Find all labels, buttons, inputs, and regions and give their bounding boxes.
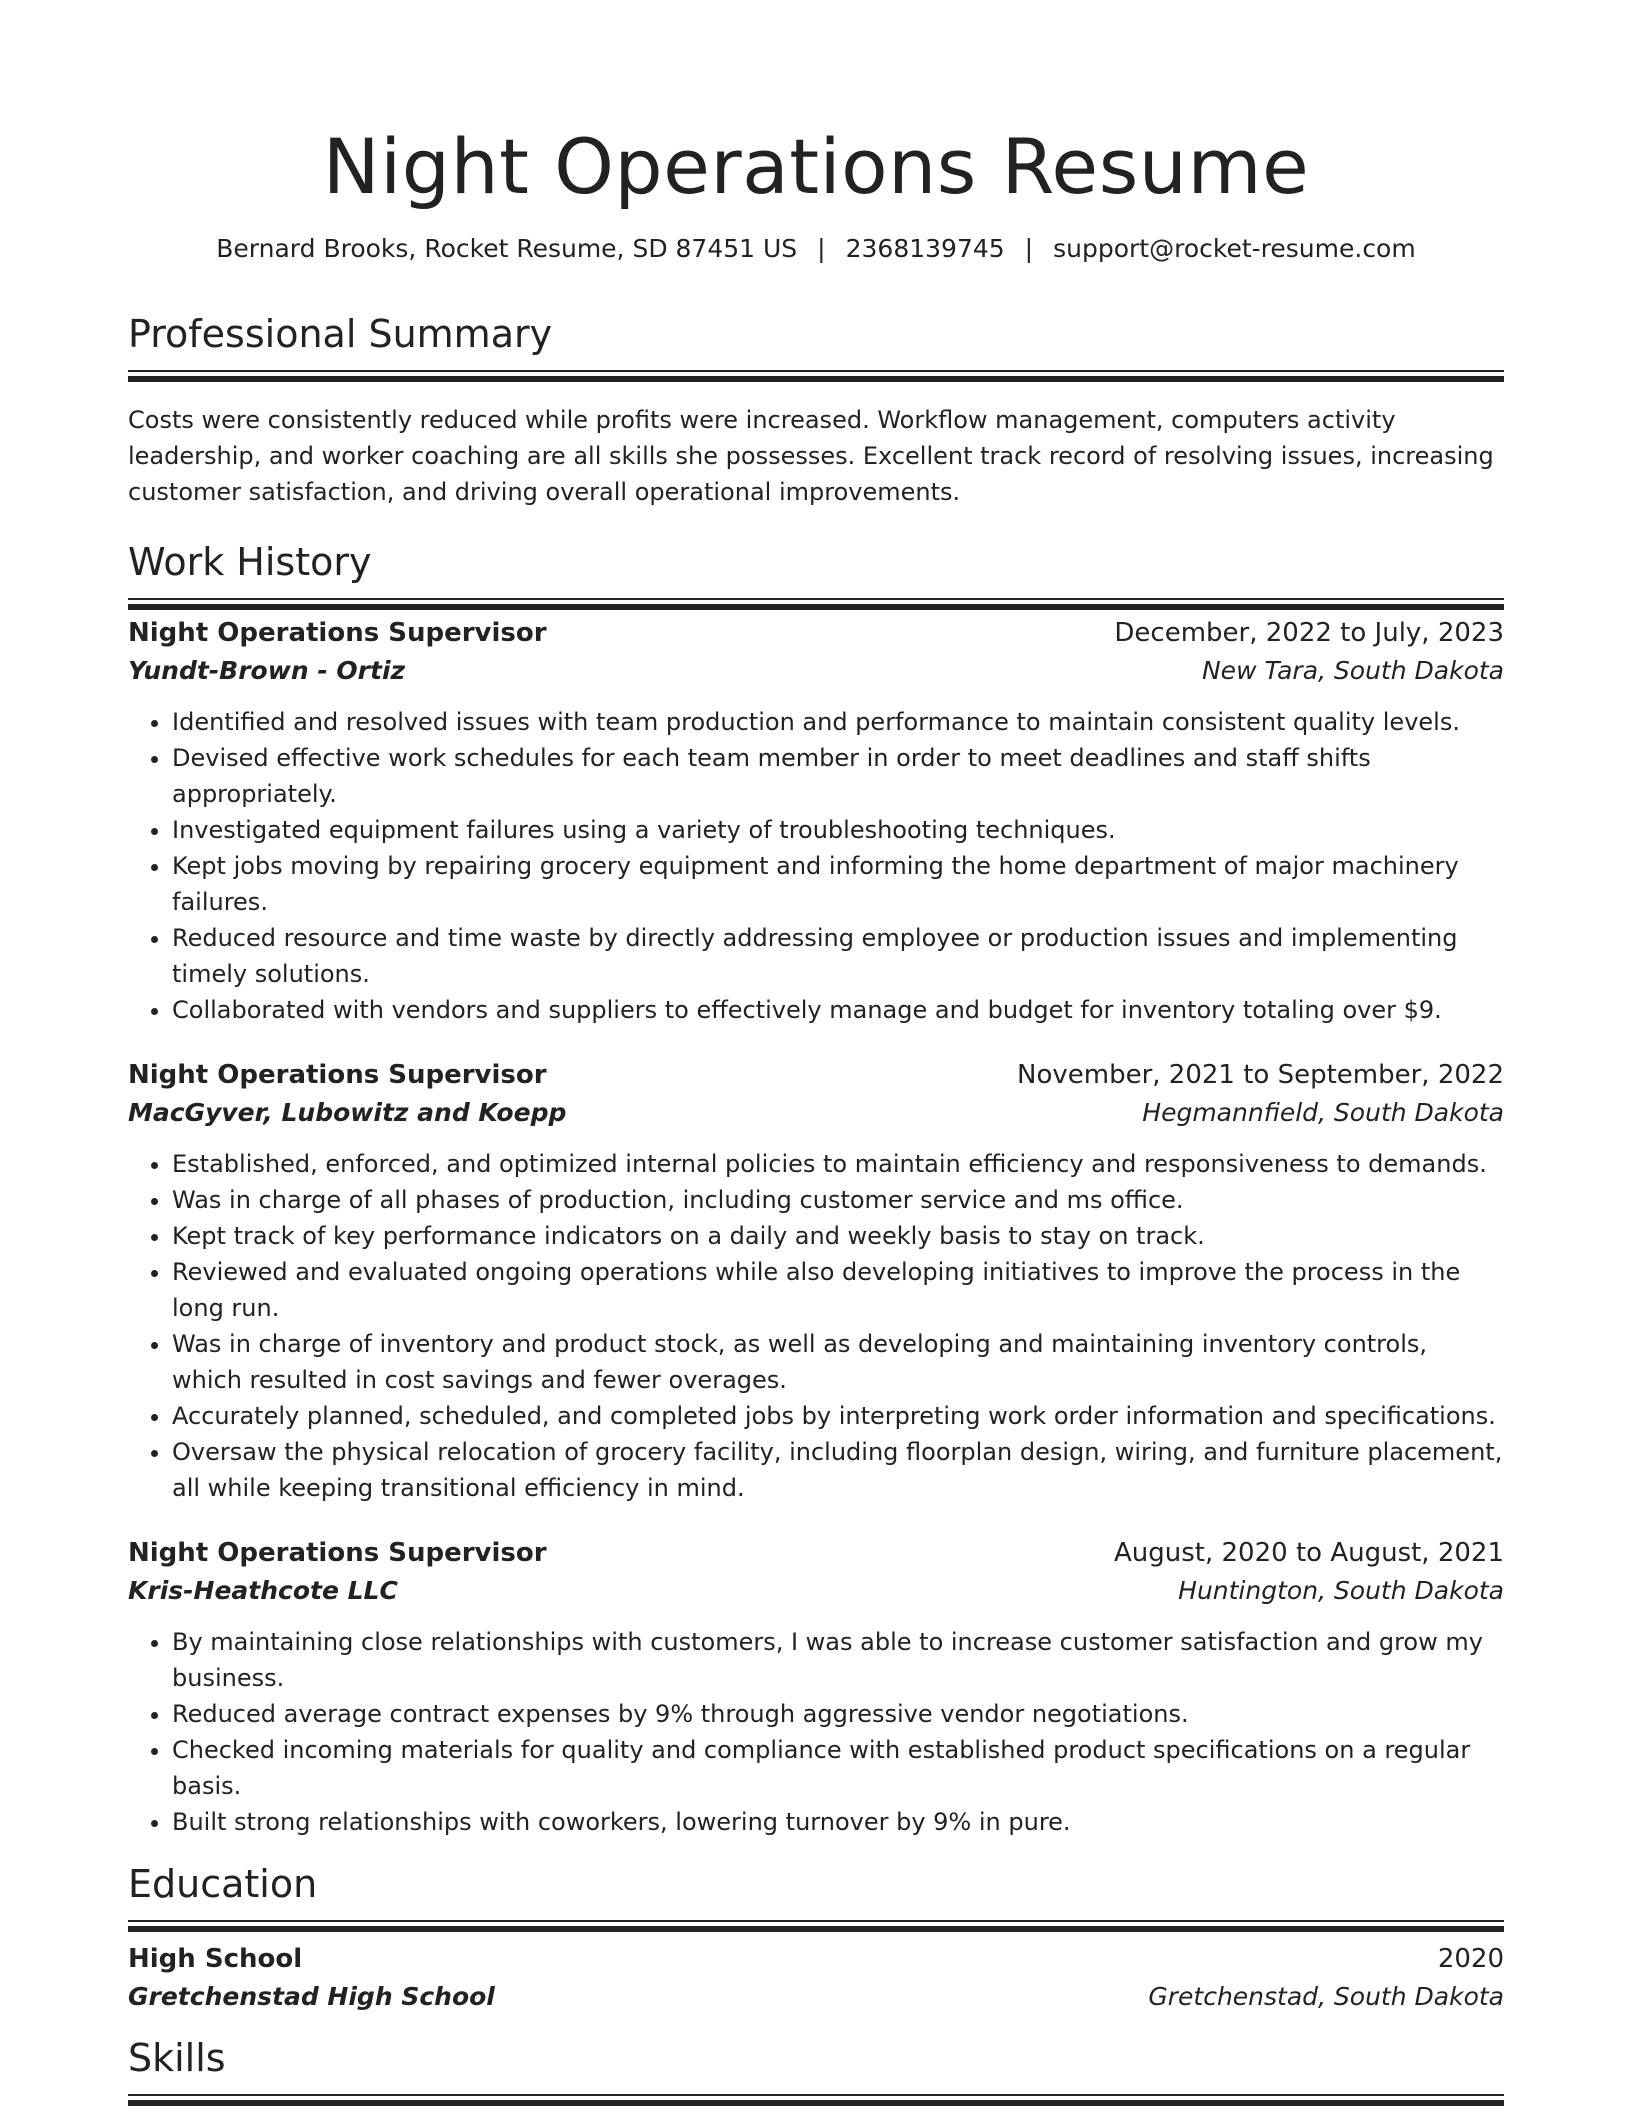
job-bullet: • Reviewed and evaluated ongoing operations while also developing initiatives to improve the process in the long run. — [172, 1254, 1504, 1326]
contact-address: Bernard Brooks, Rocket Resume, SD 87451 US — [216, 234, 798, 263]
education-section — [128, 1860, 1504, 2016]
job-bullet: • Kept track of key performance indicators on a daily and weekly basis to stay on track. — [172, 1218, 1504, 1254]
job-bullet: • Collaborated with vendors and suppliers to effectively manage and budget for inventory totaling over $9. — [172, 992, 1504, 1028]
job-company: MacGyver, Lubowitz and Koepp — [128, 1098, 567, 1127]
job-title: Night Operations Supervisor — [128, 618, 547, 648]
resume-title: Night Operations Resume — [322, 122, 1310, 211]
work-history-heading: Work History — [128, 540, 372, 584]
job-bullet: • Oversaw the physical relocation of grocery facility, including floorplan design, wiring, and furniture placement, all while keeping transitional efficiency in mind. — [172, 1434, 1504, 1506]
education-degree: High School — [128, 1944, 303, 1974]
education-header-row — [128, 1940, 1504, 1978]
contact-line — [128, 232, 1504, 266]
education-heading: Education — [128, 1862, 318, 1906]
contact-email[interactable]: support@rocket-resume.com — [1053, 234, 1416, 263]
job-entry — [128, 614, 1504, 1028]
education-entry — [128, 1940, 1504, 2016]
job-location: New Tara, South Dakota — [1201, 656, 1504, 685]
job-bullet: • By maintaining close relationships with customers, I was able to increase customer satisfaction and grow my business. — [172, 1624, 1504, 1696]
job-entry — [128, 1056, 1504, 1506]
section-divider — [128, 1920, 1504, 1922]
job-bullet: • Built strong relationships with coworkers, lowering turnover by 9% in pure. — [172, 1804, 1504, 1840]
job-bullet: • Reduced resource and time waste by directly addressing employee or production issues and implementing timely solutions. — [172, 920, 1504, 992]
job-company-row — [128, 1094, 1504, 1132]
section-divider — [128, 370, 1504, 372]
job-dates: November, 2021 to September, 2022 — [1017, 1060, 1504, 1090]
job-location: Huntington, South Dakota — [1178, 1576, 1504, 1605]
contact-separator: | — [1024, 234, 1034, 263]
education-location: Gretchenstad, South Dakota — [1148, 1982, 1504, 2011]
job-company: Kris-Heathcote LLC — [128, 1576, 398, 1605]
job-bullet-list — [128, 1624, 1504, 1840]
work-history-section — [128, 538, 1504, 1840]
job-bullet: • Kept jobs moving by repairing grocery equipment and informing the home department of major machinery failures. — [172, 848, 1504, 920]
education-school: Gretchenstad High School — [128, 1982, 495, 2011]
job-bullet-list — [128, 1146, 1504, 1506]
job-entry — [128, 1534, 1504, 1840]
job-bullet: • Established, enforced, and optimized internal policies to maintain efficiency and responsiveness to demands. — [172, 1146, 1504, 1182]
job-bullet: • Checked incoming materials for quality and compliance with established product specifications on a regular basis. — [172, 1732, 1504, 1804]
job-bullet-list — [128, 704, 1504, 1028]
job-company-row — [128, 1572, 1504, 1610]
job-bullet: • Was in charge of all phases of production, including customer service and ms office. — [172, 1182, 1504, 1218]
summary-text: Costs were consistently reduced while profits were increased. Workflow management, computers activity leadership, and worker coaching are all skills she possesses. Excellent track record of resolving issues, increasing customer satisfaction, and driving overall operational improvements. — [128, 406, 1494, 506]
job-header-row — [128, 614, 1504, 652]
job-bullet: • Accurately planned, scheduled, and completed jobs by interpreting work order information and specifications. — [172, 1398, 1504, 1434]
job-header-row — [128, 1534, 1504, 1572]
job-dates: December, 2022 to July, 2023 — [1114, 618, 1504, 648]
skills-heading: Skills — [128, 2036, 226, 2080]
job-header-row — [128, 1056, 1504, 1094]
job-dates: August, 2020 to August, 2021 — [1114, 1538, 1504, 1568]
job-bullet: • Was in charge of inventory and product stock, as well as developing and maintaining inventory controls, which resulted in cost savings and fewer overages. — [172, 1326, 1504, 1398]
summary-section — [128, 310, 1504, 510]
job-bullet: • Reduced average contract expenses by 9% through aggressive vendor negotiations. — [172, 1696, 1504, 1732]
skills-section — [128, 2034, 1504, 2096]
job-title: Night Operations Supervisor — [128, 1538, 547, 1568]
job-company: Yundt-Brown - Ortiz — [128, 656, 406, 685]
education-school-row — [128, 1978, 1504, 2016]
contact-phone: 2368139745 — [845, 234, 1005, 263]
job-bullet: • Devised effective work schedules for each team member in order to meet deadlines and staff shifts appropriately. — [172, 740, 1504, 812]
summary-heading: Professional Summary — [128, 312, 553, 356]
section-divider — [128, 2094, 1504, 2096]
job-bullet: • Identified and resolved issues with team production and performance to maintain consistent quality levels. — [172, 704, 1504, 740]
section-divider — [128, 598, 1504, 600]
education-year: 2020 — [1437, 1944, 1504, 1974]
job-bullet: • Investigated equipment failures using a variety of troubleshooting techniques. — [172, 812, 1504, 848]
contact-separator: | — [817, 234, 826, 263]
job-title: Night Operations Supervisor — [128, 1060, 547, 1090]
job-location: Hegmannfield, South Dakota — [1142, 1098, 1504, 1127]
job-company-row — [128, 652, 1504, 690]
